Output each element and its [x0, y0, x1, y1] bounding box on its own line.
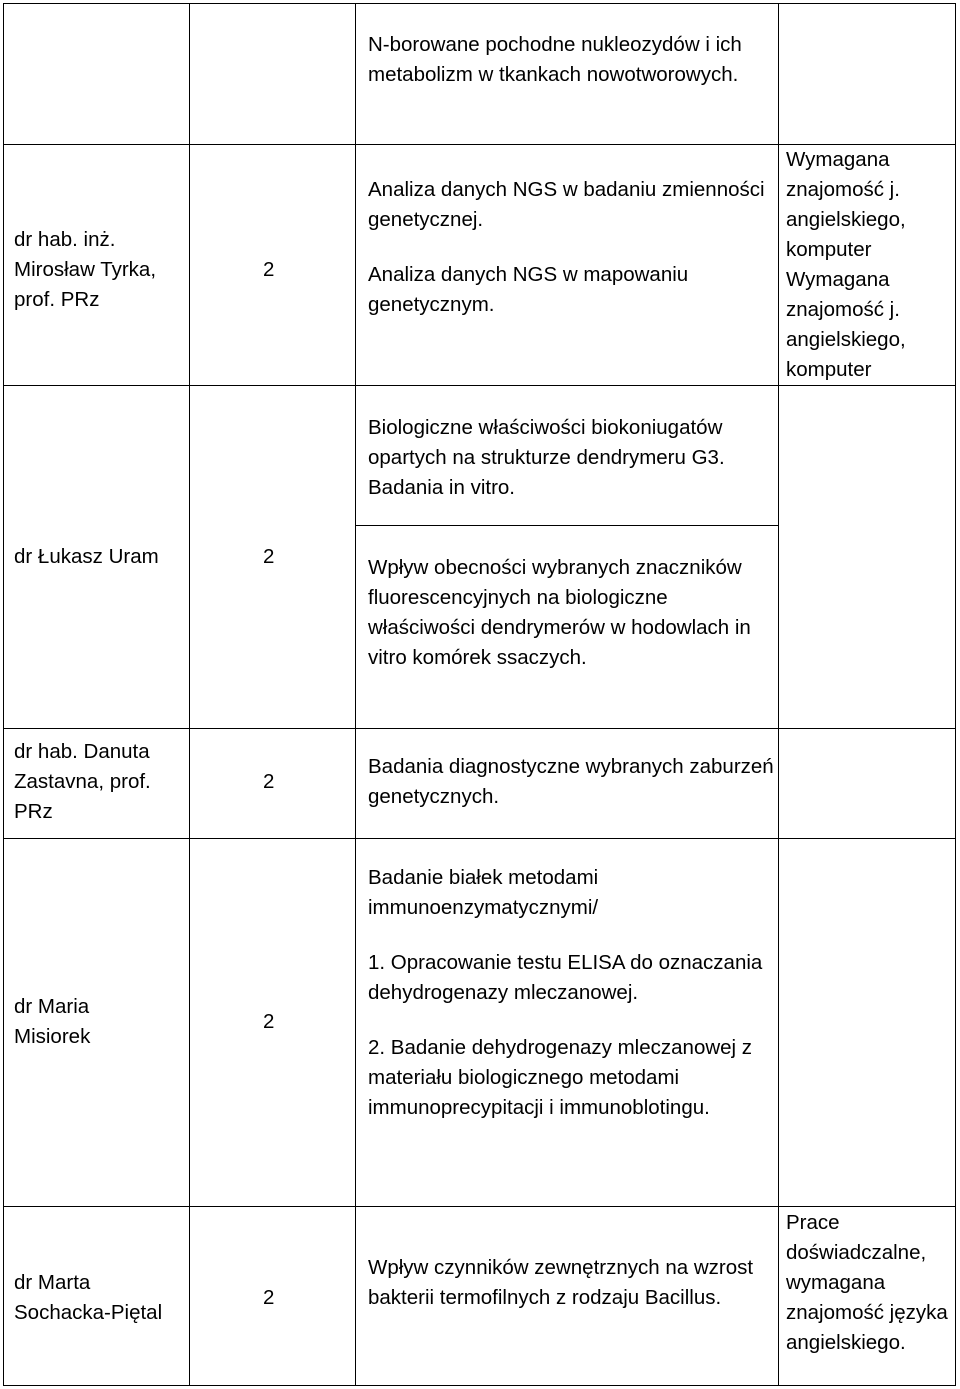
requirement-text: Prace doświadczalne, wymagana znajomość języka angielskiego. — [786, 1211, 948, 1354]
column-divider — [778, 3, 779, 1386]
row-divider — [3, 385, 956, 386]
requirement-text: Wymagana znajomość j. angielskiego, komputer — [786, 148, 906, 261]
supervisor-name: dr Marta Sochacka-Piętal — [14, 1271, 163, 1324]
topic-cell — [368, 413, 778, 503]
hours-value: 2 — [263, 258, 275, 281]
topic-text: Analiza danych NGS w badaniu zmienności genetycznej. — [368, 178, 765, 231]
topic-cell — [368, 863, 778, 1123]
topic-cell — [368, 553, 778, 673]
table-border-bottom — [3, 1385, 956, 1386]
column-divider — [3, 3, 4, 1386]
supervisor-name: dr Maria Misiorek — [14, 995, 91, 1048]
column-divider — [355, 3, 356, 1386]
topic-cell — [368, 1253, 778, 1313]
row-divider — [3, 838, 956, 839]
topic-text: Biologiczne właściwości biokoniugatów opartych na strukturze dendrymeru G3. Badania in vitro. — [368, 416, 725, 499]
topic-text: Wpływ czynników zewnętrznych na wzrost bakterii termofilnych z rodzaju Bacillus. — [368, 1256, 754, 1309]
row-divider — [3, 728, 956, 729]
column-divider — [189, 3, 190, 1386]
topic-text: Badania diagnostyczne wybranych zaburzeń genetycznych. — [368, 755, 774, 808]
supervisor-name: dr hab. inż. Mirosław Tyrka, prof. PRz — [14, 228, 157, 311]
topic-cell — [368, 752, 778, 812]
supervisor-name: dr hab. Danuta Zastavna, prof. PRz — [14, 740, 151, 823]
topic-text: Wpływ obecności wybranych znaczników fluorescencyjnych na biologiczne właściwości dendrymerów w hodowlach in vitro komórek ssaczych. — [368, 556, 751, 669]
requirement-text: Wymagana znajomość j. angielskiego, komputer — [786, 268, 906, 381]
inner-divider — [355, 525, 778, 526]
topic-text: Analiza danych NGS w mapowaniu genetycznym. — [368, 263, 689, 316]
hours-value: 2 — [263, 1286, 275, 1309]
thesis-topics-table — [3, 3, 956, 1386]
hours-value: 2 — [263, 770, 275, 793]
topic-cell — [368, 175, 778, 320]
hours-value: 2 — [263, 1010, 275, 1033]
topic-text: N-borowane pochodne nukleozydów i ich metabolizm w tkankach nowotworowych. — [368, 33, 742, 86]
supervisor-name: dr Łukasz Uram — [14, 545, 159, 568]
topic-cell — [368, 30, 778, 90]
topic-text: 2. Badanie dehydrogenazy mleczanowej z materiału biologicznego metodami immunoprecypitacji i immunoblotingu. — [368, 1036, 753, 1119]
requirements-cell — [786, 1208, 951, 1358]
hours-value: 2 — [263, 545, 275, 568]
table-border-top — [3, 3, 956, 4]
topic-text: 1. Opracowanie testu ELISA do oznaczania dehydrogenazy mleczanowej. — [368, 951, 763, 1004]
row-divider — [3, 1206, 956, 1207]
topic-text: Badanie białek metodami immunoenzymatycznymi/ — [368, 866, 599, 919]
requirements-cell — [786, 145, 958, 385]
